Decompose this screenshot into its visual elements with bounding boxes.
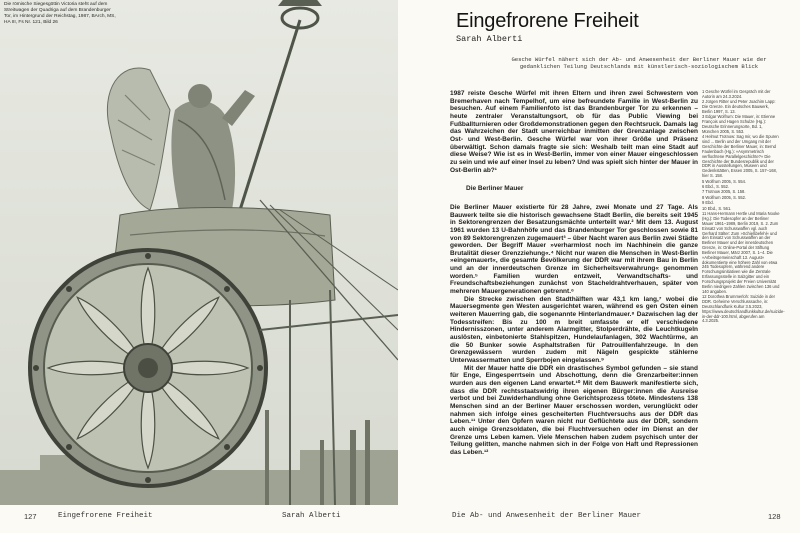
footnote: 6 Ebd., S. 552. (702, 184, 730, 189)
page-number-left: 127 (24, 512, 37, 521)
article-author: Sarah Alberti (456, 34, 523, 44)
running-head-title: Eingefrorene Freiheit (58, 512, 153, 520)
quadriga-photo (0, 0, 398, 505)
footnote: 1 Gesche Würfel im Gespräch mit der Autorin am 24.3.2024. (702, 89, 771, 99)
footnote: 4 Helmut Trotnow: Sag mir, wo die Spuren sind ... Berlin und der Umgang mit der Geschichte der Berliner Mauer, in: Bernd Faulenbach (Hg.): »Asymmetrisch verflochtene Parallelgeschichte?« Die Geschichte der Bundesrepublik und der DDR in Ausstellungen, Museen und Gedenkstätten, Essen 2005, S. 157–168, hier S. 158. (702, 134, 779, 179)
right-page (402, 0, 800, 533)
footnote: 12 Dorothea Brummerloh: Suizide in der DDR. Geheime Verschlusssache, in: Deutschlandfunk Kultur 3.5.2023, https://www.deutschlandfunkkultur.de/suizide-in-der-ddr-100.html, abgerufen am 4.3.2025. (702, 294, 785, 324)
footnote: 11 Hans-Hermann Hertle und Maria Nooke (Hg.): Die Todesopfer an der Berliner Mauer 1961–1989, Berlin 2019, S. 2. Zum Einsatz von Schusswaffen vgl. auch Gerhard Sälter: Zum »Schießbefehl« und den Einsatz von Schusswaffen an der Berliner Mauer und der innerdeutschen Grenze, in: Online-Portal der Stiftung Berliner Mauer, März 2007, S. 1–4. Die »Arbeitsgemeinschaft 13. August« dokumentierte eine höhere Zahl von etwa 245 Todesopfern, während andere Forschungsinitiativen wie die Zentrale Erfassungsstelle in Salzgitter und ein Forschungsprojekt der Freien Universität Berlin niedrigere Zahlen zwischen 136 und 140 angaben. (702, 211, 780, 294)
footnote: 9 Ebd. (702, 200, 714, 206)
article-body (450, 90, 698, 457)
quadriga-illustration (0, 0, 398, 505)
photo-caption: Die römische Siegesgöttin Victoria steht auf dem Streitwagen der Quadriga auf dem Brandenburger Tor, im Hintergrund der Reichstag, 1987, BArch, MS, HA III, Fs Nr. 121, Bild 26 (4, 2, 116, 25)
article-lead: Gesche Würfel nähert sich der Ab- und Anwesenheit der Berliner Mauer wie der gedanklichen Teilung Deutschlands mit künstlerisch-soziologischem Blick (511, 56, 767, 70)
article-title: Eingefrorene Freiheit (456, 10, 639, 32)
page-number-right: 128 (768, 512, 781, 521)
paragraph-death-strip: Die Strecke zwischen den Stadthälften war 43,1 km lang,⁷ wobei die Mauersegmente gen Westen ausgerichtet waren, während es gen Osten einen weiteren Mauerring gab, die sogenannte Hinterlandmauer.⁸ Dazwischen lag der Todesstreifen: Bis zu 100 m breit umfasste er elf verschiedene Hindernisszonen, unter anderem Alarmgitter, Stolperdrähte, die Leuchtkugeln auslösten, einbetonierte Stahlspitzen, Hundelaufanlagen, 302 Wachtürme, an die 50 Bunker sowie Asphaltstraßen für Patrouillenfahrzeuge. In den Grenzgewässern wurden zudem mit Nägeln gespickte stählerne Unterwassermatten und Sperrbojen eingelassen.⁹ (450, 295, 698, 364)
footnote: 8 Wolfrum 2005, S. 552. (702, 194, 747, 200)
section-heading: Die Berliner Mauer (466, 185, 524, 193)
footnote: 2 Jürgen Ritter und Peter Joachim Lapp: Die Grenze. Ein deutsches Bauwerk, Berlin 1997, S. 13. (702, 99, 776, 114)
footnotes (702, 89, 785, 325)
footnote: 7 Trotnow 2005, S. 158. (702, 189, 746, 195)
running-head-author: Sarah Alberti (282, 512, 341, 520)
footnote: 3 Edgar Wolfrum: Die Mauer, in: Etienne François und Hagen Schulze (Hg.): Deutsche Erinnerungsorte, Bd. 1, München 2005, S. 553. (702, 114, 776, 134)
left-page (0, 0, 398, 533)
paragraph-wall: Die Berliner Mauer existierte für 28 Jahre, zwei Monate und 27 Tage. Als Bauwerk teilte sie die historisch gewachsene Stadt Berlin, die bereits seit 1945 in Sektorengrenzen der Besatzungsmächte unterteilt war.² Mit dem 13. August 1961 wurden 13 U-Bahnhöfe und das Brandenburger Tor geschlossen sowie 81 von 89 Sektorengrenzen zugemauert³ – über Nacht waren aus Berlin zwei Städte geworden. Der Begriff Mauer »verharmlost noch im Nachhinein die ganze Brutalität dieser Grenzziehung«.⁴ Nicht nur waren die Menschen in West-Berlin »eingemauert«, die gesamte Bevölkerung der DDR war mit ihrem Bau in Berlin und an der innerdeutschen Grenze im Sicherheitsverwahrung« genommen worden.⁵ Familien wurden entzweit, Verwandtschafts- und Freundschaftsbeziehungen zunächst von Stacheldrahtverhauen, später von mehreren Mauergenerationen getrennt.⁶ (450, 203, 698, 296)
paragraph-intro: 1987 reiste Gesche Würfel mit ihren Eltern und ihren zwei Schwestern von Bremerhaven nach Tempelhof, um eine befreundete Familie in West-Berlin zu besuchen. Auf einem Familienfoto ist das Brandenburger Tor zu erkennen – heute zentraler Veranstaltungsort, ob für das Public Viewing bei Fußballturnieren oder Großdemonstrationen gegen den Rechtsruck. Damals lag das Wahrzeichen der Stadt unerreichbar inmitten der Grenzanlage zwischen Ost- und West-Berlin. Gesche Würfel war von ihrer Größe und Präsenz überwältigt. Schon damals fragte sie sich: Weshalb teilt man eine Stadt auf diese Weise? Wie ist es in West-Berlin, immer von einer Mauer eingeschlossen zu sein und wie auf einer Insel zu leben? Und was spielt sich hinter der Mauer in Ost-Berlin ab?¹ (450, 90, 698, 174)
paragraph-symbol: Mit der Mauer hatte die DDR ein drastisches Symbol gefunden – sie stand für Enge, Eingesperrtsein und Abschottung, denn die Grenzarbeiter:innen wurden aus den eigenen Land erwartet.¹⁰ Mit dem Bauwerk manifestierte sich, dass die DDR rechtsstaatswidrig ihren eigenen Bürger:innen die Ausreise verbot und bei Zuwiderhandlung ohne Gerichtsprozess tötete. Mindestens 138 Menschen sind an der Berliner Mauer erschossen worden, verunglückt oder nahmen sich infolge eines gescheiterten Fluchtversuchs aus der DDR das Leben.¹¹ Unter den Opfern waren nicht nur Geflüchtete aus der DDR, sondern auch einige Grenzsoldaten, die bei Fluchtversuchen oder im Dienst an der Grenze ums Leben kamen. Viele Menschen haben zudem psychisch unter der Teilung gelitten, manche nahmen sich in der Folge von Haft und Repressionen das Leben.¹² (450, 364, 698, 456)
footnote: 5 Wolfrum 2005, S. 554. (702, 178, 747, 184)
footnote: 10 Ebd., S. 561. (702, 205, 732, 211)
running-head-subtitle: Die Ab- und Anwesenheit der Berliner Mauer (452, 512, 642, 520)
